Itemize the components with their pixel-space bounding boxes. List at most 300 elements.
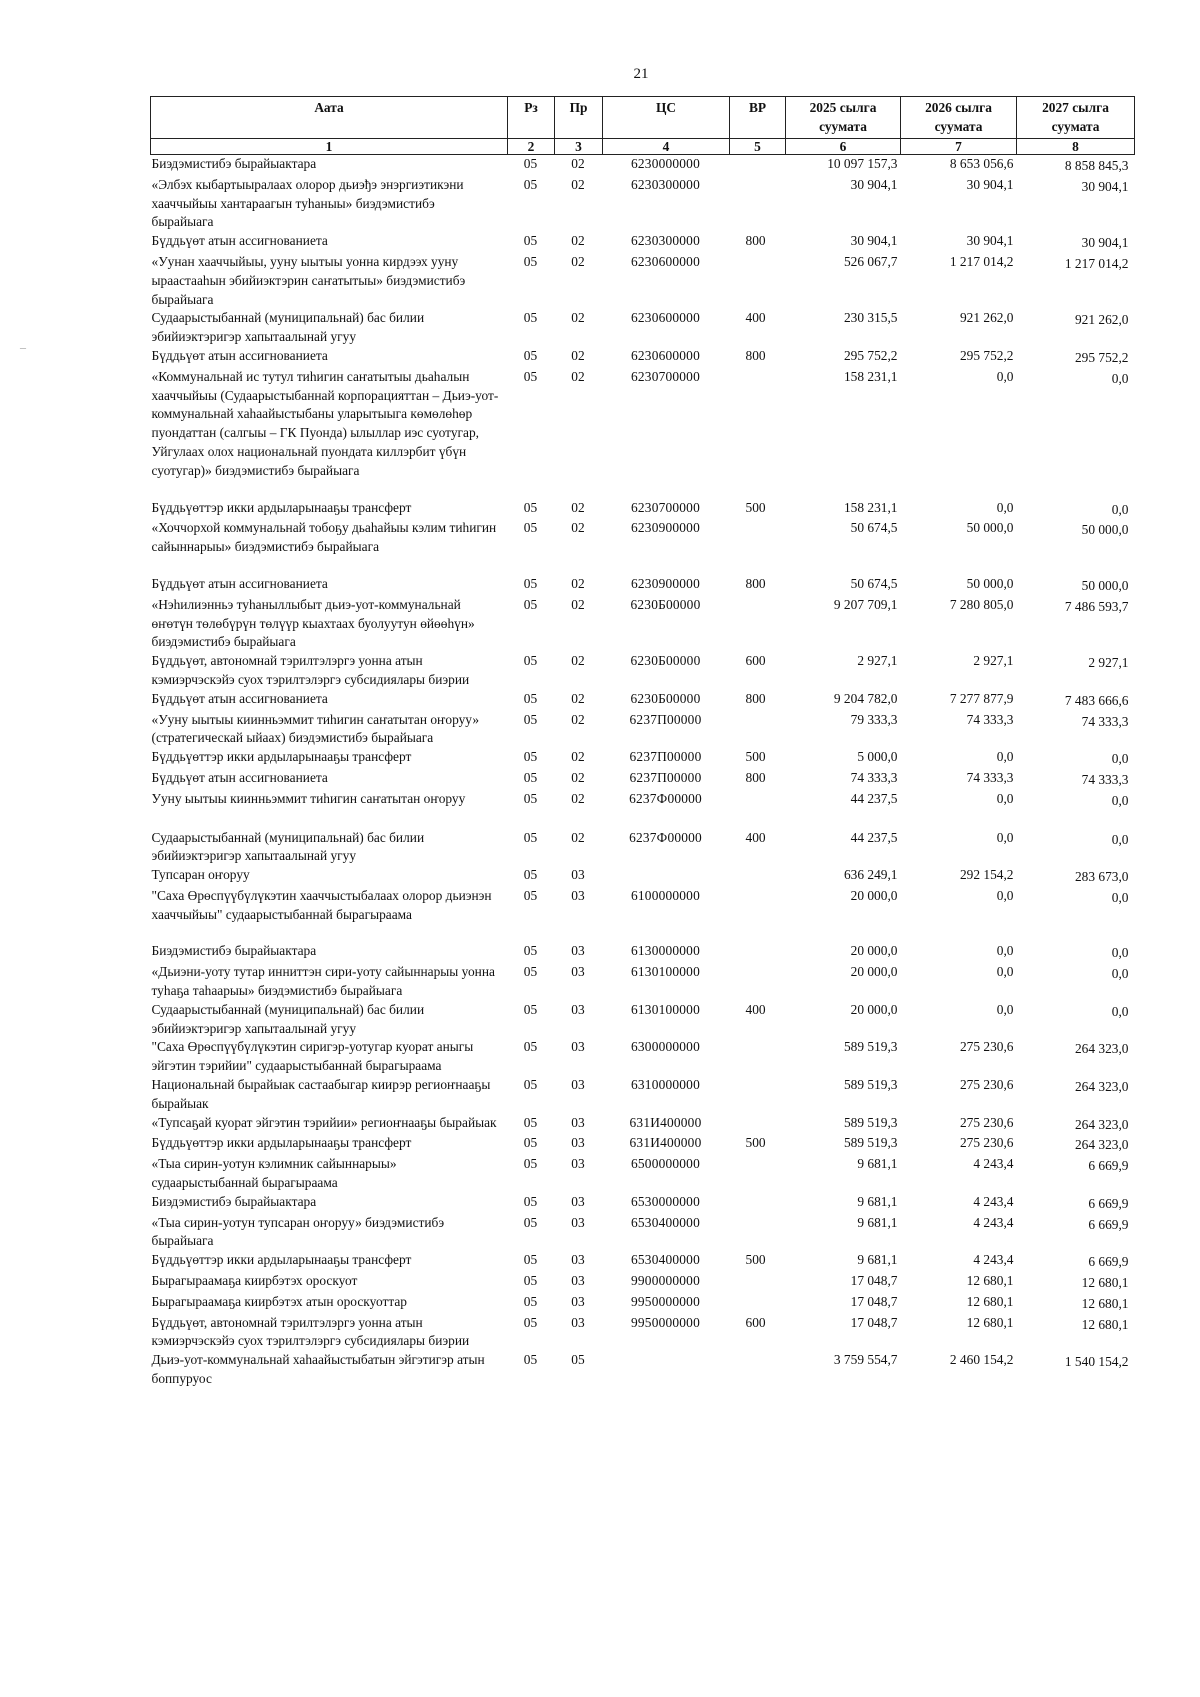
- row-pr: 03: [571, 887, 585, 903]
- row-amount-2025: 10 097 157,3: [827, 156, 898, 171]
- row-pr: 02: [571, 368, 585, 384]
- row-name: "Саха Өрөспүүбүлүкэтин хааччыстыбалаах олорор дьиэнэн хааччыйыы" судаарыстыбаннай бырагыраама: [151, 887, 492, 922]
- row-pr: 03: [571, 1039, 585, 1055]
- row-name: «Уунан хааччыйыы, ууну ыытыы уонна кирдээх ууну ыраастааhын эбийиэктэрин саҥатытыы» биэдэмистибэ бырайыага: [151, 253, 466, 307]
- row-cs: 9950000000: [631, 1293, 700, 1309]
- row-amount-2026: 30 904,1: [966, 176, 1014, 192]
- table-row: [151, 155, 1135, 176]
- column-number: 2: [508, 139, 555, 155]
- row-rz: 05: [523, 233, 538, 249]
- row-name: Биэдэмистибэ бырайыактара: [151, 1193, 317, 1209]
- row-amount-2027: 264 323,0: [1074, 1137, 1129, 1153]
- row-cs: 9950000000: [631, 1314, 700, 1330]
- column-number: 6: [786, 139, 901, 155]
- row-pr: 02: [571, 520, 585, 536]
- row-pr: 03: [571, 1314, 585, 1330]
- row-rz: 05: [523, 1039, 538, 1055]
- row-cs: 6530400000: [631, 1214, 700, 1230]
- row-name: Бүддьүөт, автономнай тэрилтэлэргэ уонна атын кэмиэрчэскэйэ суох тэрилтэлэргэ субсидиялары биэрии: [151, 653, 470, 687]
- row-rz: 05: [523, 176, 538, 192]
- row-vr: [730, 368, 786, 499]
- row-vr: [730, 790, 786, 829]
- row-amount-2026: 74 333,3: [966, 769, 1014, 785]
- row-amount-2026: 4 243,4: [973, 1252, 1014, 1268]
- row-amount-2026: 30 904,1: [966, 233, 1014, 249]
- row-amount-2027: 7 483 666,6: [1064, 692, 1129, 708]
- row-cs: 6230Б00000: [630, 596, 701, 612]
- row-pr: 02: [571, 253, 585, 269]
- table-row: [151, 1272, 1135, 1293]
- row-amount-2025: 295 752,2: [843, 347, 898, 363]
- row-amount-2025: 158 231,1: [843, 368, 898, 384]
- row-name: Тупсаран оҥоруу: [151, 867, 250, 883]
- row-rz: 05: [523, 964, 538, 980]
- row-name: Судаарыстыбаннай (муниципальнай) бас билии эбийиэктэригэр хапытаалынай угуу: [151, 1001, 425, 1036]
- row-vr: [730, 1272, 786, 1293]
- row-rz: 05: [523, 1352, 538, 1368]
- row-pr: 02: [571, 347, 585, 363]
- row-amount-2025: 50 674,5: [850, 575, 898, 591]
- row-amount-2026: 0,0: [996, 829, 1014, 845]
- row-amount-2026: 50 000,0: [966, 575, 1014, 591]
- row-cs: 6230900000: [631, 575, 700, 591]
- row-amount-2026: 74 333,3: [966, 711, 1014, 727]
- row-cs: 6237П00000: [629, 769, 702, 785]
- row-amount-2026: 0,0: [996, 887, 1014, 903]
- row-amount-2025: 9 681,1: [857, 1156, 898, 1172]
- row-amount-2026: 4 243,4: [973, 1214, 1014, 1230]
- row-amount-2027: 1 540 154,2: [1064, 1354, 1129, 1370]
- row-rz: 05: [523, 653, 538, 669]
- row-cs: 6237Ф00000: [629, 829, 702, 845]
- row-amount-2025: 2 927,1: [857, 653, 898, 669]
- row-rz: 05: [523, 711, 538, 727]
- row-name: Дьиэ-уот-коммунальнай хаhаайыстыбатын эйгэтигэр атын боппуруос: [151, 1352, 485, 1387]
- row-name: Судаарыстыбаннай (муниципальнай) бас билии эбийиэктэригэр хапытаалынай угуу: [151, 829, 425, 864]
- row-amount-2025: 20 000,0: [850, 887, 898, 903]
- row-cs: 6530000000: [631, 1193, 700, 1209]
- row-amount-2027: 30 904,1: [1081, 235, 1129, 251]
- row-amount-2025: 589 519,3: [843, 1077, 898, 1093]
- row-rz: 05: [523, 156, 538, 171]
- column-number: 7: [901, 139, 1017, 155]
- row-cs: [603, 866, 730, 887]
- row-cs: 631И400000: [629, 1135, 702, 1151]
- row-pr: 03: [571, 964, 585, 980]
- page-number: 21: [633, 66, 649, 82]
- table-row: [151, 309, 1135, 347]
- row-name: Бүддьүөттэр икки ардыларынааҕы трансферт: [151, 1252, 412, 1268]
- row-rz: 05: [523, 1214, 538, 1230]
- row-name: Бүддьүөт атын ассигнованиета: [151, 575, 328, 591]
- row-rz: 05: [523, 575, 538, 591]
- table-row: [151, 887, 1135, 943]
- table-row: [151, 1251, 1135, 1272]
- row-amount-2027: 30 904,1: [1081, 178, 1129, 194]
- row-name: Национальнай бырайыак састаабыгар киирэр региоҥнааҕы бырайыак: [151, 1077, 491, 1111]
- header-2025: 2025 сылга суумата: [786, 97, 901, 139]
- table-row: [151, 575, 1135, 596]
- row-rz: 05: [523, 1314, 538, 1330]
- row-amount-2027: 0,0: [1111, 370, 1129, 386]
- row-amount-2027: 2 927,1: [1088, 655, 1129, 671]
- row-amount-2025: 5 000,0: [857, 749, 898, 765]
- row-amount-2025: 9 207 709,1: [833, 596, 898, 612]
- row-cs: 6130100000: [631, 1001, 700, 1017]
- row-rz: 05: [523, 829, 538, 845]
- row-pr: 02: [571, 749, 585, 765]
- row-pr: 02: [571, 176, 585, 192]
- row-name: «Коммунальнай ис тутул тиһигин саҥатытыы дьаhалын хааччыйыы (Судаарыстыбаннай корпорацияттан – Дьиэ-уот-коммунальнай хаhаайыстыбаны уларытыыга көмөлөһөр пуондаттан (салгыы – ГК Пуонда) ылыллар иэс суотугар, Уйгулаах олох национальнай пуондата киллэрбит үбүн суотугар)» биэдэмистибэ бырайыага: [151, 368, 499, 478]
- row-cs: [603, 1351, 730, 1389]
- row-pr: 02: [571, 233, 585, 249]
- row-pr: 03: [571, 943, 585, 959]
- row-amount-2026: 275 230,6: [959, 1077, 1014, 1093]
- budget-table: [150, 96, 1135, 1389]
- row-vr: 800: [745, 690, 766, 706]
- row-amount-2026: 50 000,0: [966, 520, 1014, 536]
- row-pr: 02: [571, 711, 585, 727]
- row-vr: 500: [745, 1252, 766, 1268]
- row-name: Бүддьүөт атын ассигнованиета: [151, 690, 328, 706]
- row-rz: 05: [523, 347, 538, 363]
- row-amount-2026: 0,0: [996, 790, 1014, 806]
- row-amount-2026: 4 243,4: [973, 1193, 1014, 1209]
- row-pr: 02: [571, 575, 585, 591]
- row-amount-2027: 0,0: [1111, 889, 1129, 905]
- row-pr: 02: [571, 690, 585, 706]
- row-name: «Тыа сирин-уотун тупсаран оҥоруу» биэдэмистибэ бырайыага: [151, 1214, 445, 1249]
- table-row: [151, 711, 1135, 749]
- table-row: [151, 176, 1135, 232]
- row-pr: 03: [571, 1135, 585, 1151]
- row-amount-2026: 0,0: [996, 368, 1014, 384]
- row-amount-2025: 20 000,0: [850, 964, 898, 980]
- row-vr: [730, 519, 786, 575]
- row-amount-2027: 7 486 593,7: [1064, 598, 1129, 614]
- table-row: [151, 1214, 1135, 1252]
- row-name: Бүддьүөт, автономнай тэрилтэлэргэ уонна атын кэмиэрчэскэйэ суох тэрилтэлэргэ субсидиялары биэрии: [151, 1314, 470, 1349]
- row-name: Биэдэмистибэ бырайыактара: [151, 156, 317, 171]
- row-vr: [730, 866, 786, 887]
- row-amount-2026: 275 230,6: [959, 1039, 1014, 1055]
- row-rz: 05: [523, 1252, 538, 1268]
- table-row: [151, 1001, 1135, 1039]
- row-vr: 800: [745, 347, 766, 363]
- row-amount-2026: 0,0: [996, 964, 1014, 980]
- row-cs: 6230Б00000: [630, 690, 701, 706]
- row-amount-2026: 4 243,4: [973, 1156, 1014, 1172]
- header-vr: ВР: [730, 97, 786, 139]
- row-vr: [730, 596, 786, 652]
- row-rz: 05: [523, 1114, 538, 1130]
- row-amount-2025: 30 904,1: [850, 233, 898, 249]
- row-rz: 05: [523, 887, 538, 903]
- table-row: [151, 652, 1135, 690]
- row-cs: 6500000000: [631, 1156, 700, 1172]
- row-rz: 05: [523, 1193, 538, 1209]
- table-row: [151, 942, 1135, 963]
- row-vr: 400: [745, 829, 766, 845]
- row-amount-2027: 6 669,9: [1088, 1195, 1129, 1211]
- row-cs: 6230700000: [631, 368, 700, 384]
- row-amount-2025: 589 519,3: [843, 1039, 898, 1055]
- row-vr: [730, 1351, 786, 1389]
- row-amount-2025: 636 249,1: [843, 867, 898, 883]
- row-pr: 03: [571, 1273, 585, 1289]
- row-pr: 02: [571, 769, 585, 785]
- row-pr: 03: [571, 1214, 585, 1230]
- row-amount-2027: 264 323,0: [1074, 1116, 1129, 1132]
- row-cs: 6230300000: [631, 233, 700, 249]
- table-row: [151, 1038, 1135, 1076]
- header-rz: Рз: [508, 97, 555, 139]
- row-rz: 05: [523, 596, 538, 612]
- row-name: Бырагыраамаҕа киирбэтэх атын ороскуоттар: [151, 1293, 407, 1309]
- row-vr: 600: [745, 1314, 766, 1330]
- row-rz: 05: [523, 310, 538, 326]
- row-amount-2027: 295 752,2: [1074, 349, 1129, 365]
- row-amount-2027: 264 323,0: [1074, 1079, 1129, 1095]
- column-number: 4: [603, 139, 730, 155]
- row-cs: 6237Ф00000: [629, 790, 702, 806]
- header-pr: Пр: [555, 97, 603, 139]
- row-amount-2027: 50 000,0: [1081, 522, 1129, 538]
- row-pr: 02: [571, 156, 585, 171]
- table-row: [151, 866, 1135, 887]
- row-rz: 05: [523, 1156, 538, 1172]
- row-cs: 6230700000: [631, 499, 700, 515]
- row-pr: 02: [571, 829, 585, 845]
- row-amount-2026: 921 262,0: [959, 310, 1014, 326]
- row-rz: 05: [523, 368, 538, 384]
- row-amount-2026: 275 230,6: [959, 1135, 1014, 1151]
- row-vr: 600: [745, 653, 766, 669]
- header-cs: ЦС: [603, 97, 730, 139]
- row-amount-2027: 0,0: [1111, 945, 1129, 961]
- row-rz: 05: [523, 943, 538, 959]
- row-amount-2027: 8 858 845,3: [1064, 158, 1129, 173]
- row-name: Бүддьүөттэр икки ардыларынааҕы трансферт: [151, 1135, 412, 1151]
- row-cs: 6230000000: [631, 156, 700, 171]
- table-row: [151, 1076, 1135, 1114]
- row-rz: 05: [523, 769, 538, 785]
- row-cs: 6100000000: [631, 887, 700, 903]
- row-amount-2025: 74 333,3: [850, 769, 898, 785]
- row-name: «Тыа сирин-уотун кэлимник сайыннарыы» судаарыстыбаннай бырагыраама: [151, 1156, 397, 1191]
- row-pr: 03: [571, 1077, 585, 1093]
- row-rz: 05: [523, 790, 538, 806]
- row-vr: [730, 1193, 786, 1214]
- row-amount-2026: 0,0: [996, 749, 1014, 765]
- row-amount-2025: 589 519,3: [843, 1135, 898, 1151]
- table-row: [151, 232, 1135, 253]
- row-rz: 05: [523, 1077, 538, 1093]
- row-cs: 6230600000: [631, 347, 700, 363]
- row-cs: 6230Б00000: [630, 653, 701, 669]
- row-pr: 02: [571, 499, 585, 515]
- row-pr: 03: [571, 1114, 585, 1130]
- row-amount-2027: 12 680,1: [1081, 1295, 1129, 1311]
- row-rz: 05: [523, 520, 538, 536]
- row-vr: 800: [745, 575, 766, 591]
- row-amount-2027: 50 000,0: [1081, 577, 1129, 593]
- row-vr: 400: [745, 310, 766, 326]
- table-row: [151, 1293, 1135, 1314]
- table-row: [151, 368, 1135, 499]
- row-name: «Элбэх кыбартыыралаах олорор дьиэђэ энэргиэтикэни хааччыйыы хантараагын туhаныы» биэдэмистибэ бырайыага: [151, 176, 464, 230]
- row-amount-2025: 17 048,7: [850, 1293, 898, 1309]
- row-pr: 05: [571, 1352, 585, 1368]
- row-rz: 05: [523, 749, 538, 765]
- row-name: Бүддьүөттэр икки ардыларынааҕы трансферт: [151, 749, 412, 765]
- row-amount-2027: 0,0: [1111, 1003, 1129, 1019]
- row-vr: [730, 1076, 786, 1114]
- table-row: [151, 1114, 1135, 1135]
- header-2027: 2027 сылга суумата: [1017, 97, 1135, 139]
- table-row: [151, 963, 1135, 1001]
- row-amount-2025: 9 681,1: [857, 1252, 898, 1268]
- table-row: [151, 790, 1135, 829]
- row-cs: 6130100000: [631, 964, 700, 980]
- table-row: [151, 1155, 1135, 1193]
- row-amount-2026: 2 927,1: [973, 653, 1014, 669]
- column-number: 3: [555, 139, 603, 155]
- row-vr: [730, 1114, 786, 1135]
- row-cs: 6230600000: [631, 253, 700, 269]
- row-rz: 05: [523, 690, 538, 706]
- row-vr: [730, 176, 786, 232]
- row-vr: 500: [745, 749, 766, 765]
- table-row: [151, 1193, 1135, 1214]
- column-number: 1: [151, 139, 508, 155]
- row-amount-2025: 158 231,1: [843, 499, 898, 515]
- table-row: [151, 499, 1135, 520]
- row-amount-2027: 0,0: [1111, 831, 1129, 847]
- table-row: [151, 1134, 1135, 1155]
- row-pr: 03: [571, 1293, 585, 1309]
- table-row: [151, 347, 1135, 368]
- row-amount-2026: 12 680,1: [966, 1273, 1014, 1289]
- row-amount-2026: 275 230,6: [959, 1114, 1014, 1130]
- row-pr: 03: [571, 1156, 585, 1172]
- row-vr: [730, 1038, 786, 1076]
- header-aata: Аата: [151, 97, 508, 139]
- row-cs: 6230900000: [631, 520, 700, 536]
- row-amount-2025: 20 000,0: [850, 1001, 898, 1017]
- row-amount-2026: 7 277 877,9: [949, 690, 1014, 706]
- row-name: Бүддьүөт атын ассигнованиета: [151, 347, 328, 363]
- row-name: Бүддьүөт атын ассигнованиета: [151, 769, 328, 785]
- row-amount-2025: 50 674,5: [850, 520, 898, 536]
- row-amount-2026: 2 460 154,2: [949, 1352, 1014, 1368]
- row-name: Ууну ыытыы киинньэммит тиһигин саҥатытан оҥоруу: [151, 790, 466, 806]
- row-name: Биэдэмистибэ бырайыактара: [151, 943, 317, 959]
- row-amount-2026: 8 653 056,6: [949, 156, 1014, 171]
- row-amount-2025: 17 048,7: [850, 1273, 898, 1289]
- row-amount-2027: 0,0: [1111, 792, 1129, 808]
- row-pr: 02: [571, 310, 585, 326]
- table-row: [151, 1351, 1135, 1389]
- row-cs: 9900000000: [631, 1273, 700, 1289]
- row-amount-2025: 9 204 782,0: [833, 690, 898, 706]
- column-number: 5: [730, 139, 786, 155]
- row-amount-2027: 74 333,3: [1081, 713, 1129, 729]
- row-amount-2025: 17 048,7: [850, 1314, 898, 1330]
- row-pr: 03: [571, 1193, 585, 1209]
- row-vr: [730, 711, 786, 749]
- row-cs: 6237П00000: [629, 749, 702, 765]
- row-amount-2027: 12 680,1: [1081, 1275, 1129, 1291]
- row-rz: 05: [523, 867, 538, 883]
- row-vr: [730, 963, 786, 1001]
- row-cs: 6237П00000: [629, 711, 702, 727]
- row-amount-2025: 44 237,5: [850, 829, 898, 845]
- row-rz: 05: [523, 1293, 538, 1309]
- row-pr: 02: [571, 790, 585, 806]
- row-amount-2027: 283 673,0: [1074, 869, 1129, 885]
- row-amount-2027: 12 680,1: [1081, 1316, 1129, 1332]
- row-cs: 6300000000: [631, 1039, 700, 1055]
- row-amount-2027: 921 262,0: [1074, 312, 1129, 328]
- row-amount-2027: 0,0: [1111, 501, 1129, 517]
- row-vr: [730, 1293, 786, 1314]
- column-number: 8: [1017, 139, 1135, 155]
- row-amount-2026: 1 217 014,2: [949, 253, 1014, 269]
- row-name: Судаарыстыбаннай (муниципальнай) бас билии эбийиэктэригэр хапытаалынай угуу: [151, 310, 425, 345]
- row-cs: 6230600000: [631, 310, 700, 326]
- row-amount-2026: 12 680,1: [966, 1293, 1014, 1309]
- row-amount-2026: 292 154,2: [959, 867, 1014, 883]
- row-name: «Тупсаҕай куорат эйгэтин тэрийии» региоҥнааҕы бырайыак: [151, 1114, 497, 1130]
- row-amount-2025: 230 315,5: [843, 310, 898, 326]
- row-pr: 03: [571, 1252, 585, 1268]
- row-cs: 6230300000: [631, 176, 700, 192]
- row-cs: 6310000000: [631, 1077, 700, 1093]
- table-row: [151, 596, 1135, 652]
- row-rz: 05: [523, 1135, 538, 1151]
- table-header: [151, 97, 1135, 155]
- row-amount-2026: 12 680,1: [966, 1314, 1014, 1330]
- table-row: [151, 253, 1135, 309]
- row-amount-2026: 0,0: [996, 499, 1014, 515]
- row-amount-2025: 3 759 554,7: [833, 1352, 898, 1368]
- row-cs: 631И400000: [629, 1114, 702, 1130]
- row-amount-2025: 20 000,0: [850, 943, 898, 959]
- row-name: Бырагыраамаҕа киирбэтэх ороскуот: [151, 1273, 358, 1289]
- row-amount-2027: 0,0: [1111, 751, 1129, 767]
- row-amount-2027: 1 217 014,2: [1064, 255, 1129, 271]
- row-amount-2027: 0,0: [1111, 966, 1129, 982]
- row-pr: 02: [571, 653, 585, 669]
- margin-mark: –: [20, 340, 26, 354]
- row-name: "Саха Өрөспүүбүлүкэтин сиригэр-уотугар куорат аныгы эйгэтин тэрийии" судаарыстыбаннай бырагыраама: [151, 1039, 474, 1074]
- row-rz: 05: [523, 1001, 538, 1017]
- row-vr: 800: [745, 769, 766, 785]
- row-amount-2026: 0,0: [996, 943, 1014, 959]
- row-amount-2025: 9 681,1: [857, 1214, 898, 1230]
- table-row: [151, 829, 1135, 867]
- row-cs: 6130000000: [631, 943, 700, 959]
- row-vr: [730, 253, 786, 309]
- row-amount-2025: 9 681,1: [857, 1193, 898, 1209]
- row-cs: 6530400000: [631, 1252, 700, 1268]
- row-amount-2025: 30 904,1: [850, 176, 898, 192]
- row-vr: [730, 1214, 786, 1252]
- row-vr: [730, 155, 786, 176]
- row-amount-2025: 44 237,5: [850, 790, 898, 806]
- table-row: [151, 748, 1135, 769]
